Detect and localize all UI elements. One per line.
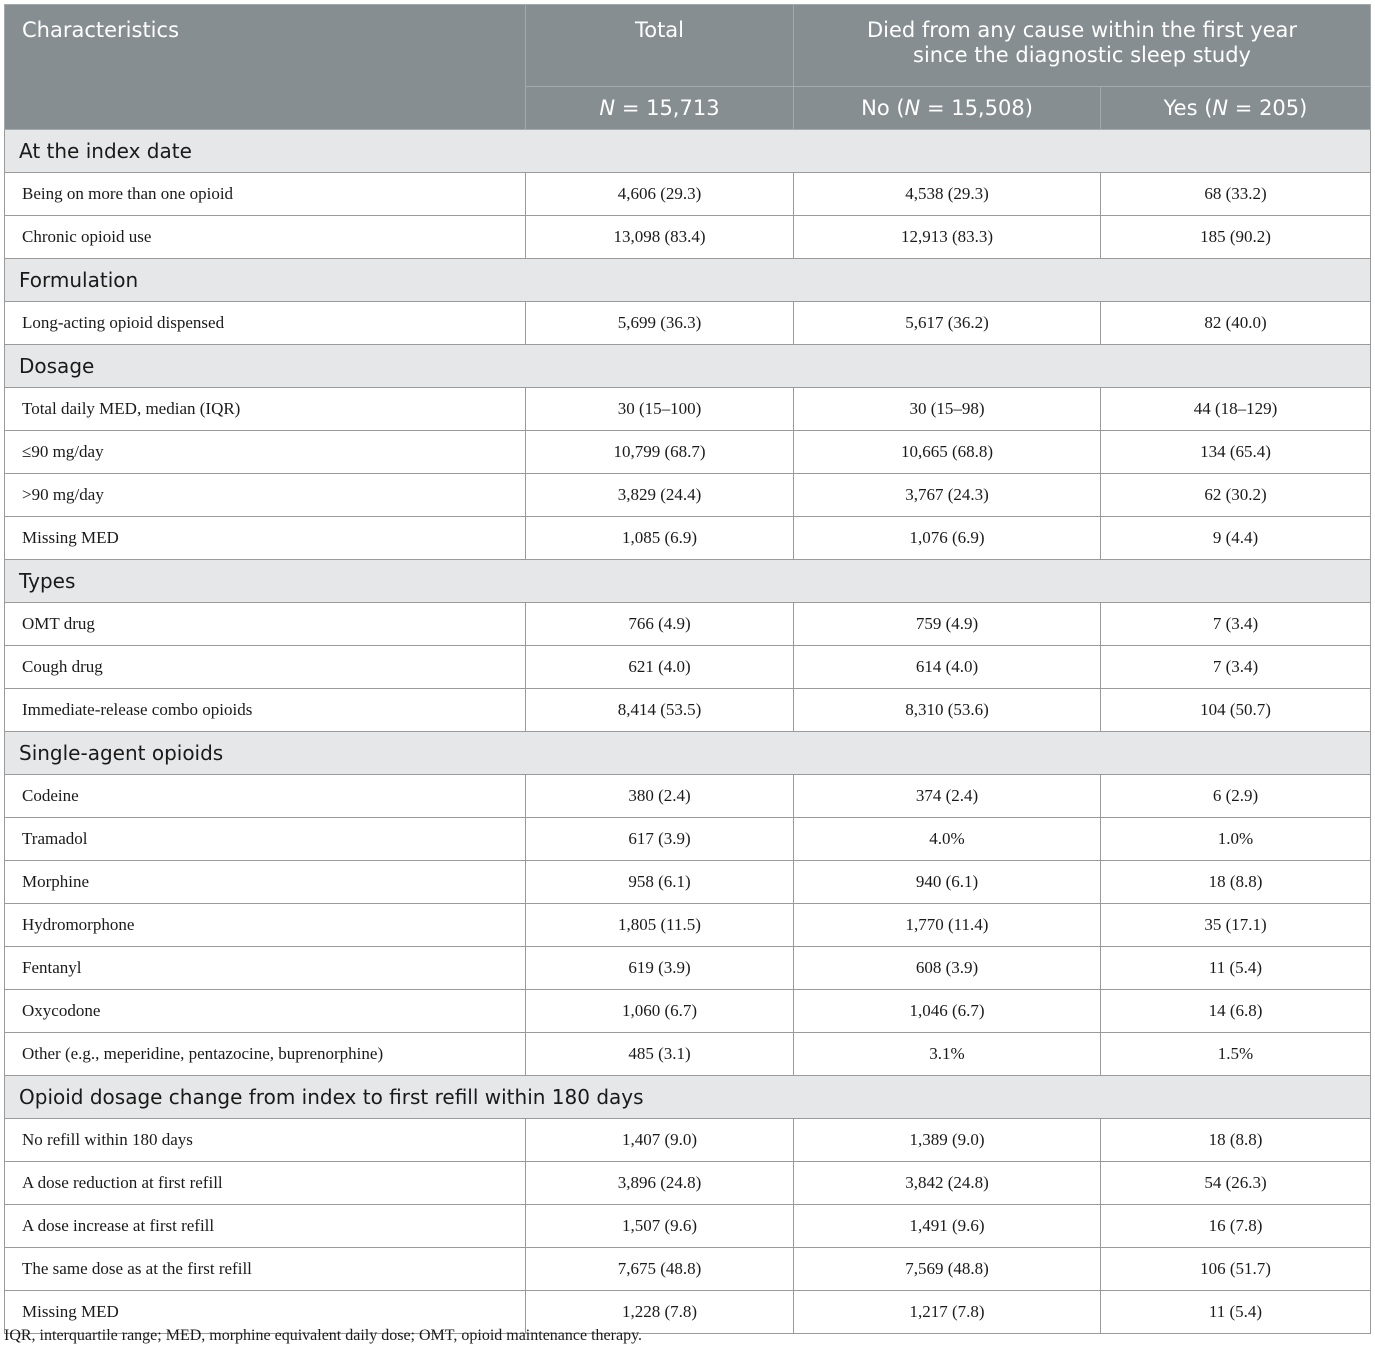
table-row	[5, 904, 1371, 947]
table-row	[5, 388, 1371, 431]
cell-died-yes: 18 (8.8)	[1101, 861, 1371, 904]
cell-label: The same dose as at the first refill	[5, 1248, 526, 1291]
cell-total: 1,085 (6.9)	[526, 517, 794, 560]
header-died-line2: since the diagnostic sleep study	[913, 43, 1251, 67]
cell-died-yes: 16 (7.8)	[1101, 1205, 1371, 1248]
table-row	[5, 1119, 1371, 1162]
cell-total: 7,675 (48.8)	[526, 1248, 794, 1291]
cell-label: Missing MED	[5, 1291, 526, 1334]
table-row	[5, 861, 1371, 904]
table-row	[5, 990, 1371, 1033]
cell-died-no: 614 (4.0)	[794, 646, 1101, 689]
table-row	[5, 474, 1371, 517]
cell-label: Cough drug	[5, 646, 526, 689]
cell-died-yes: 14 (6.8)	[1101, 990, 1371, 1033]
cell-total: 621 (4.0)	[526, 646, 794, 689]
table-row	[5, 1248, 1371, 1291]
header-no-n: No (N = 15,508)	[794, 87, 1101, 130]
cell-died-no: 1,491 (9.6)	[794, 1205, 1101, 1248]
cell-label: Morphine	[5, 861, 526, 904]
section-row	[5, 345, 1371, 388]
cell-died-yes: 7 (3.4)	[1101, 603, 1371, 646]
cell-label: A dose increase at first refill	[5, 1205, 526, 1248]
cell-died-yes: 35 (17.1)	[1101, 904, 1371, 947]
cell-died-yes: 1.0%	[1101, 818, 1371, 861]
header-died	[794, 5, 1371, 87]
cell-total: 5,699 (36.3)	[526, 302, 794, 345]
cell-label: >90 mg/day	[5, 474, 526, 517]
cell-label: Total daily MED, median (IQR)	[5, 388, 526, 431]
cell-total: 3,829 (24.4)	[526, 474, 794, 517]
section-title: Single-agent opioids	[5, 732, 1371, 775]
cell-died-yes: 11 (5.4)	[1101, 1291, 1371, 1334]
cell-label: Oxycodone	[5, 990, 526, 1033]
cell-total: 8,414 (53.5)	[526, 689, 794, 732]
table-body	[5, 130, 1371, 1334]
cell-died-no: 10,665 (68.8)	[794, 431, 1101, 474]
cell-died-no: 940 (6.1)	[794, 861, 1101, 904]
cell-label: Fentanyl	[5, 947, 526, 990]
section-row	[5, 1076, 1371, 1119]
cell-died-yes: 134 (65.4)	[1101, 431, 1371, 474]
header-total-n: N = 15,713	[526, 87, 794, 130]
header-characteristics: Characteristics	[5, 5, 526, 130]
cell-total: 485 (3.1)	[526, 1033, 794, 1076]
cell-label: ≤90 mg/day	[5, 431, 526, 474]
section-row	[5, 259, 1371, 302]
table-row	[5, 173, 1371, 216]
cell-label: Immediate-release combo opioids	[5, 689, 526, 732]
cell-died-yes: 18 (8.8)	[1101, 1119, 1371, 1162]
cell-total: 617 (3.9)	[526, 818, 794, 861]
cell-died-yes: 82 (40.0)	[1101, 302, 1371, 345]
cell-died-yes: 185 (90.2)	[1101, 216, 1371, 259]
cell-label: OMT drug	[5, 603, 526, 646]
table-row	[5, 431, 1371, 474]
cell-label: Other (e.g., meperidine, pentazocine, buprenorphine)	[5, 1033, 526, 1076]
cell-died-no: 4.0%	[794, 818, 1101, 861]
cell-label: Hydromorphone	[5, 904, 526, 947]
table-row	[5, 1162, 1371, 1205]
cell-label: No refill within 180 days	[5, 1119, 526, 1162]
cell-total: 1,507 (9.6)	[526, 1205, 794, 1248]
cell-total: 1,228 (7.8)	[526, 1291, 794, 1334]
cell-total: 1,060 (6.7)	[526, 990, 794, 1033]
cell-died-yes: 62 (30.2)	[1101, 474, 1371, 517]
cell-died-yes: 44 (18–129)	[1101, 388, 1371, 431]
cell-died-no: 8,310 (53.6)	[794, 689, 1101, 732]
table-row	[5, 302, 1371, 345]
cell-died-no: 7,569 (48.8)	[794, 1248, 1101, 1291]
cell-label: Missing MED	[5, 517, 526, 560]
cell-total: 4,606 (29.3)	[526, 173, 794, 216]
table-footnote: IQR, interquartile range; MED, morphine equivalent daily dose; OMT, opioid maintenance therapy.	[4, 1327, 643, 1344]
table-row	[5, 216, 1371, 259]
table-row	[5, 947, 1371, 990]
cell-died-yes: 104 (50.7)	[1101, 689, 1371, 732]
cell-label: Codeine	[5, 775, 526, 818]
cell-died-yes: 68 (33.2)	[1101, 173, 1371, 216]
table-row	[5, 646, 1371, 689]
table-row	[5, 1033, 1371, 1076]
cell-total: 30 (15–100)	[526, 388, 794, 431]
cell-label: Tramadol	[5, 818, 526, 861]
cell-died-no: 3,767 (24.3)	[794, 474, 1101, 517]
cell-died-no: 1,770 (11.4)	[794, 904, 1101, 947]
characteristics-table	[4, 4, 1371, 1334]
section-row	[5, 130, 1371, 173]
cell-died-yes: 54 (26.3)	[1101, 1162, 1371, 1205]
cell-label: A dose reduction at first refill	[5, 1162, 526, 1205]
cell-died-yes: 1.5%	[1101, 1033, 1371, 1076]
header-total: Total	[526, 5, 794, 87]
cell-total: 3,896 (24.8)	[526, 1162, 794, 1205]
cell-died-no: 1,046 (6.7)	[794, 990, 1101, 1033]
cell-died-yes: 106 (51.7)	[1101, 1248, 1371, 1291]
table-row	[5, 517, 1371, 560]
section-row	[5, 732, 1371, 775]
cell-died-yes: 7 (3.4)	[1101, 646, 1371, 689]
cell-died-yes: 6 (2.9)	[1101, 775, 1371, 818]
cell-died-no: 12,913 (83.3)	[794, 216, 1101, 259]
cell-label: Being on more than one opioid	[5, 173, 526, 216]
table-header	[5, 5, 1371, 130]
cell-died-no: 1,076 (6.9)	[794, 517, 1101, 560]
table-row	[5, 603, 1371, 646]
table-row	[5, 1205, 1371, 1248]
cell-label: Chronic opioid use	[5, 216, 526, 259]
cell-died-yes: 9 (4.4)	[1101, 517, 1371, 560]
table-row	[5, 818, 1371, 861]
header-died-line1: Died from any cause within the first year	[866, 18, 1298, 42]
cell-died-no: 1,217 (7.8)	[794, 1291, 1101, 1334]
section-title: Formulation	[5, 259, 1371, 302]
cell-died-no: 4,538 (29.3)	[794, 173, 1101, 216]
cell-total: 619 (3.9)	[526, 947, 794, 990]
cell-died-no: 5,617 (36.2)	[794, 302, 1101, 345]
cell-total: 958 (6.1)	[526, 861, 794, 904]
section-row	[5, 560, 1371, 603]
cell-total: 1,407 (9.0)	[526, 1119, 794, 1162]
cell-total: 13,098 (83.4)	[526, 216, 794, 259]
cell-total: 1,805 (11.5)	[526, 904, 794, 947]
section-title: Types	[5, 560, 1371, 603]
table-row	[5, 775, 1371, 818]
cell-died-no: 30 (15–98)	[794, 388, 1101, 431]
header-row-1	[5, 5, 1371, 87]
cell-died-no: 608 (3.9)	[794, 947, 1101, 990]
cell-died-no: 374 (2.4)	[794, 775, 1101, 818]
cell-total: 766 (4.9)	[526, 603, 794, 646]
table-row	[5, 689, 1371, 732]
section-title: At the index date	[5, 130, 1371, 173]
cell-died-no: 3,842 (24.8)	[794, 1162, 1101, 1205]
cell-total: 10,799 (68.7)	[526, 431, 794, 474]
header-yes-n: Yes (N = 205)	[1101, 87, 1371, 130]
cell-died-no: 759 (4.9)	[794, 603, 1101, 646]
cell-total: 380 (2.4)	[526, 775, 794, 818]
cell-died-no: 3.1%	[794, 1033, 1101, 1076]
cell-died-yes: 11 (5.4)	[1101, 947, 1371, 990]
section-title: Dosage	[5, 345, 1371, 388]
section-title: Opioid dosage change from index to first refill within 180 days	[5, 1076, 1371, 1119]
cell-died-no: 1,389 (9.0)	[794, 1119, 1101, 1162]
table-container	[4, 4, 1370, 1334]
cell-label: Long-acting opioid dispensed	[5, 302, 526, 345]
